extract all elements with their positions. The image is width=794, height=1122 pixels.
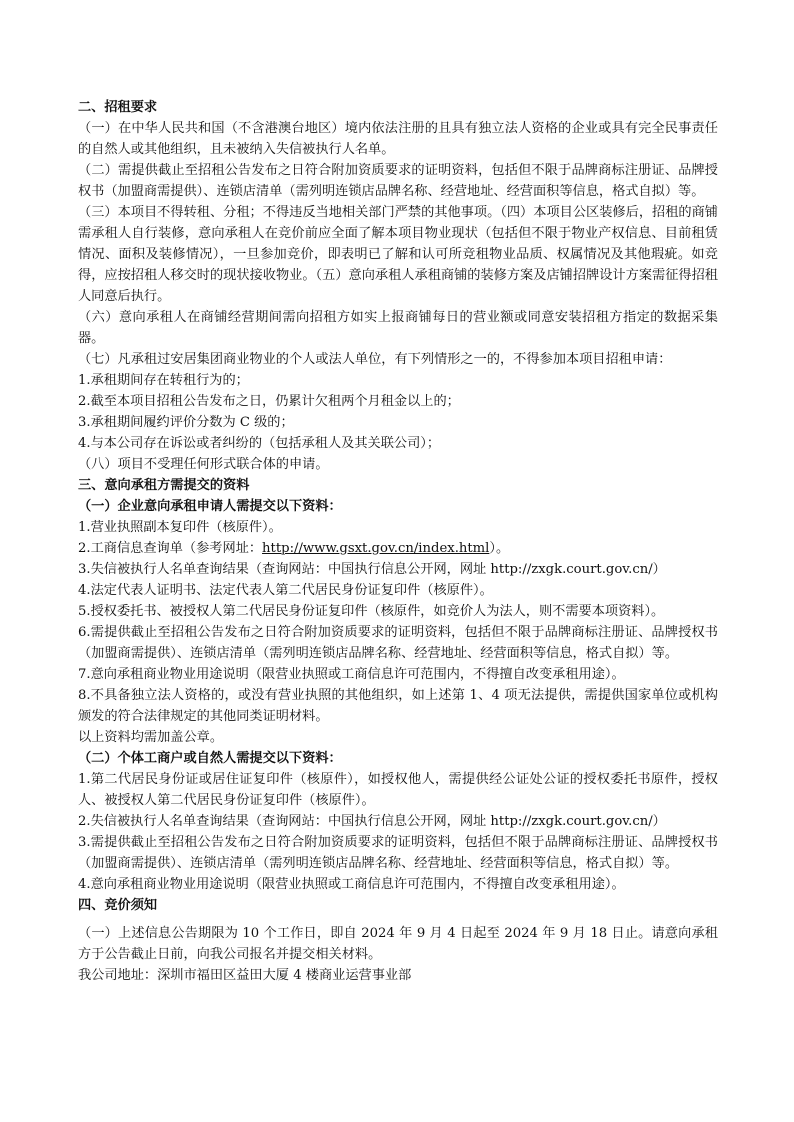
subsection-heading: （一）企业意向承租申请人需提交以下资料： xyxy=(78,499,342,514)
list-item: 4.法定代表人证明书、法定代表人第二代居民身份证复印件（核原件）。 xyxy=(78,583,493,598)
list-item-text: ）。 xyxy=(489,541,510,556)
list-item: 1.第二代居民身份证或居住证复印件（核原件），如授权他人，需提供经公证处公证的授权委托书原件，授权人、被授权人第二代居民身份证复印件（核原件）。 xyxy=(78,772,718,808)
list-item xyxy=(78,538,718,559)
spacer xyxy=(78,916,718,923)
list-item-text: 2.工商信息查询单（参考网址： xyxy=(78,541,263,556)
list-item: 6.需提供截止至招租公告发布之日符合附加资质要求的证明资料，包括但不限于品牌商标注册证、品牌授权书（加盟商需提供）、连锁店清单（需列明连锁店品牌名称、经营地址、经营面积等信息，格式自拟）等。 xyxy=(78,625,718,661)
list-item: 1.承租期间存在转租行为的； xyxy=(78,373,249,388)
list-item: 1.营业执照副本复印件（核原件）。 xyxy=(78,520,282,535)
paragraph: （二）需提供截止至招租公告发布之日符合附加资质要求的证明资料，包括但不限于品牌商标注册证、品牌授权书（加盟商需提供）、连锁店清单（需列明连锁店品牌名称、经营地址、经营面积等信息，格式自拟）等。 xyxy=(78,163,718,199)
section-4-heading: 四、竞价须知 xyxy=(78,898,158,913)
gsxt-link[interactable]: http://www.gsxt.gov.cn/index.html xyxy=(262,541,490,556)
subsection-heading: （二）个体工商户或自然人需提交以下资料： xyxy=(78,751,342,766)
list-item: 3.承租期间履约评价分数为 C 级的； xyxy=(78,415,294,430)
paragraph: （七）凡承租过安居集团商业物业的个人或法人单位，有下列情形之一的，不得参加本项目招租申请： xyxy=(78,352,672,367)
list-item: 3.需提供截止至招租公告发布之日符合附加资质要求的证明资料，包括但不限于品牌商标注册证、品牌授权书（加盟商需提供）、连锁店清单（需列明连锁店品牌名称、经营地址、经营面积等信息，格式自拟）等。 xyxy=(78,835,718,871)
list-item: 3.失信被执行人名单查询结果（查询网站：中国执行信息公开网，网址 http://zxgk.court.gov.cn/） xyxy=(78,562,666,577)
paragraph: （一）上述信息公告期限为 10 个工作日，即自 2024 年 9 月 4 日起至 2024 年 9 月 18 日止。请意向承租方于公告截止日前，向我公司报名并提交相关材料。 xyxy=(78,926,718,962)
list-item: 2.截至本项目招租公告发布之日，仍累计欠租两个月租金以上的； xyxy=(78,394,460,409)
document-page xyxy=(78,97,718,986)
list-item: 5.授权委托书、被授权人第二代居民身份证复印件（核原件，如竞价人为法人，则不需要本项资料）。 xyxy=(78,604,665,619)
section-3-heading: 三、意向承租方需提交的资料 xyxy=(78,478,250,493)
list-item: 4.意向承租商业物业用途说明（限营业执照或工商信息许可范围内，不得擅自改变承租用途）。 xyxy=(78,877,625,892)
paragraph: （八）项目不受理任何形式联合体的申请。 xyxy=(78,457,329,472)
list-item: 2.失信被执行人名单查询结果（查询网站：中国执行信息公开网，网址 http://zxgk.court.gov.cn/） xyxy=(78,814,666,829)
list-item: 8.不具备独立法人资格的，或没有营业执照的其他组织，如上述第 1、4 项无法提供，需提供国家单位或机构颁发的符合法律规定的其他同类证明材料。 xyxy=(78,688,718,724)
paragraph: （六）意向承租人在商铺经营期间需向招租方如实上报商铺每日的营业额或同意安装招租方指定的数据采集器。 xyxy=(78,310,718,346)
list-item: 7.意向承租商业物业用途说明（限营业执照或工商信息许可范围内，不得擅自改变承租用途）。 xyxy=(78,667,625,682)
address-line: 我公司地址：深圳市福田区益田大厦 4 楼商业运营事业部 xyxy=(78,968,412,983)
list-item: 4.与本公司存在诉讼或者纠纷的（包括承租人及其关联公司）； xyxy=(78,436,441,451)
section-2-heading: 二、招租要求 xyxy=(78,100,158,115)
note: 以上资料均需加盖公章。 xyxy=(78,730,224,745)
paragraph: （一）在中华人民共和国（不含港澳台地区）境内依法注册的且具有独立法人资格的企业或具有完全民事责任的自然人或其他组织，且未被纳入失信被执行人名单。 xyxy=(78,121,718,157)
paragraph: （三）本项目不得转租、分租；不得违反当地相关部门严禁的其他事项。（四）本项目公区装修后，招租的商铺需承租人自行装修，意向承租人在竞价前应全面了解本项目物业现状（包括但不限于物业产权信息、目前租赁情况、面积及装修情况），一旦参加竞价，即表明已了解和认可所竞租物业品质、权属情况及其他瑕疵。如竞得，应按招租人移交时的现状接收物业。（五）意向承租人承租商铺的装修方案及店铺招牌设计方案需征得招租人同意后执行。 xyxy=(78,205,718,304)
